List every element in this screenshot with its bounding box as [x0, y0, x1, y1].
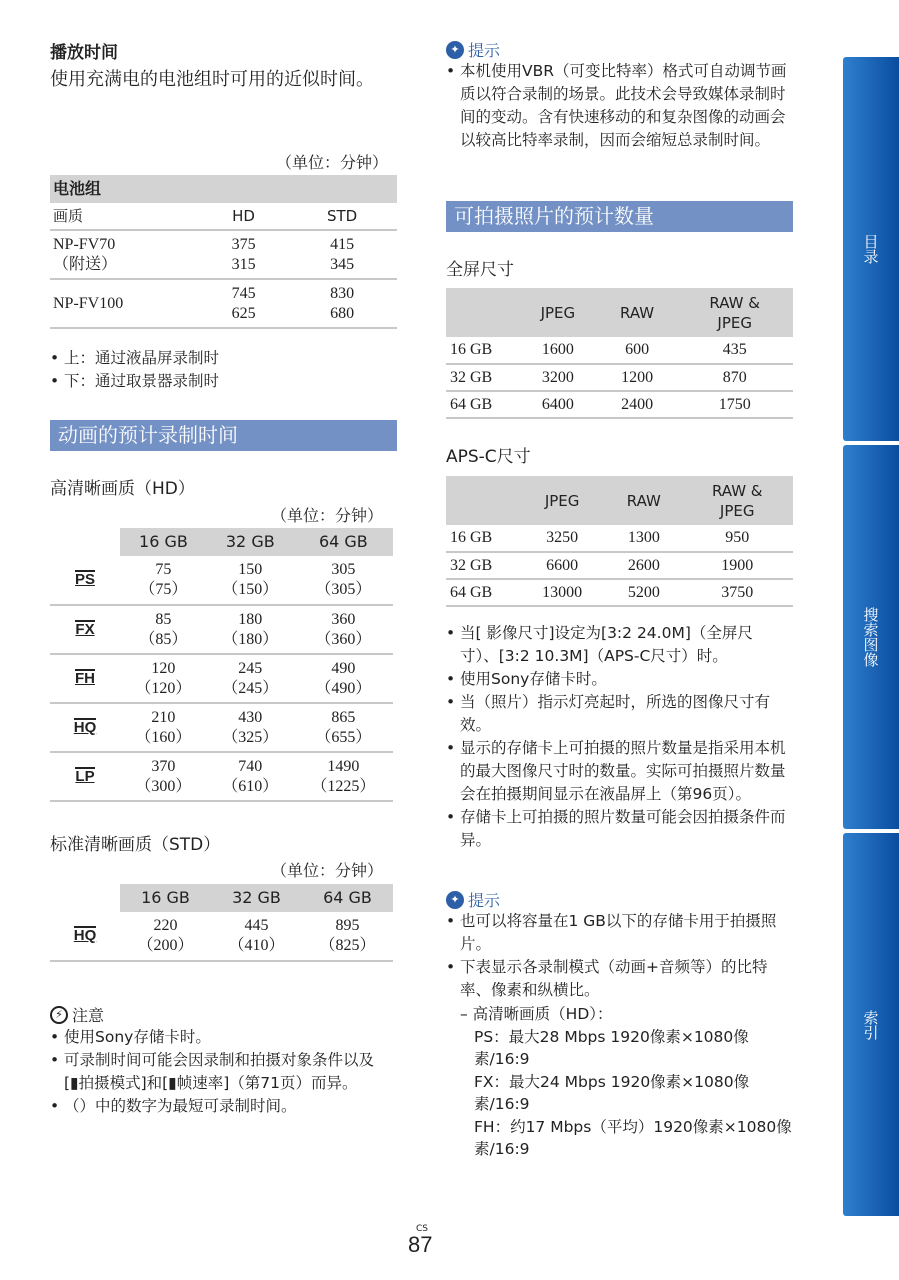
cell: 220 [153, 917, 178, 934]
caution-item: • 使用Sony存储卡时。 [50, 1026, 385, 1049]
tip-list [446, 60, 791, 152]
table-row [50, 279, 397, 328]
battery-name: NP-FV70 [53, 235, 116, 253]
cell: （305） [315, 581, 372, 598]
hd-title: 高清晰画质（HD） [50, 479, 195, 499]
note: • 下：通过取景器录制时 [50, 370, 219, 393]
battery-table [50, 175, 397, 329]
photo-note: • 存储卡上可拍摄的照片数量可能会因拍摄条件而异。 [446, 806, 791, 852]
cell: 360 [331, 610, 356, 628]
cell: （825） [319, 937, 376, 954]
col-header: JPEG [540, 303, 576, 322]
table-row [50, 230, 397, 279]
mode-spec: FH：约17 Mbps（平均）1920像素×1080像素/16:9 [474, 1117, 792, 1158]
cell: 1200 [598, 364, 677, 391]
cell: （300） [135, 777, 192, 795]
cell: 745 [231, 284, 256, 302]
table-row [50, 912, 393, 961]
col-header: 画质 [50, 203, 200, 230]
table-row [446, 525, 793, 552]
mode-icon-lp: LP [75, 767, 95, 785]
cell: （490） [315, 679, 372, 697]
cell: 445 [244, 917, 269, 934]
section-header-photo: 可拍摄照片的预计数量 [446, 201, 793, 232]
cell: （120） [135, 679, 192, 697]
table-row [446, 364, 793, 391]
photo-note: • 当[ 影像尺寸]设定为[3:2 24.0M]（全屏尺寸）、[3:2 10.3M]（APS-C尺寸）时。 [446, 622, 791, 668]
photo-note: • 使用Sony存储卡时。 [446, 668, 791, 691]
cell: 1750 [676, 391, 793, 418]
cell: 950 [681, 525, 793, 552]
col-header: RAW & JPEG [709, 293, 760, 332]
unit-label: （单位：分钟） [270, 863, 383, 880]
cell: 64 GB [323, 888, 372, 907]
tab-search-image[interactable]: 搜索图像 [843, 445, 899, 829]
fullframe-title: 全屏尺寸 [446, 260, 514, 280]
tip-title: 提示 [468, 41, 501, 60]
mode-spec: PS：最大28 Mbps 1920像素×1080像素/16:9 [474, 1027, 749, 1068]
cell: （75） [139, 581, 188, 598]
mode-spec: FX：最大24 Mbps 1920像素×1080像素/16:9 [474, 1072, 750, 1113]
cell: 150 [238, 561, 263, 578]
cell: 680 [330, 304, 355, 322]
cell: 120 [151, 659, 176, 677]
cell: 3250 [518, 525, 606, 552]
cell: 210 [151, 708, 176, 726]
cell: （200） [137, 937, 194, 954]
unit-label: （单位：分钟） [275, 155, 388, 172]
cell: 740 [238, 757, 263, 775]
cell: 305 [331, 561, 356, 578]
battery-notes [50, 347, 219, 393]
cell: （655） [315, 728, 372, 746]
note: • 上：通过液晶屏录制时 [50, 347, 219, 370]
lightbulb-icon: ✦ [446, 891, 464, 909]
cell: （325） [222, 728, 279, 746]
cell: （150） [222, 581, 279, 598]
cell: 370 [151, 757, 176, 775]
col-header: JPEG [544, 491, 580, 510]
cell: 2600 [606, 552, 681, 579]
cell: （360） [315, 630, 372, 648]
photo-note: • 当（照片）指示灯亮起时，所选的图像尺寸有效。 [446, 691, 791, 737]
unit-label: （单位：分钟） [270, 508, 383, 525]
table-row [446, 579, 793, 606]
col-header: RAW & JPEG [711, 481, 763, 520]
cell: 16 GB [139, 532, 188, 551]
cell: 315 [231, 255, 256, 273]
cell: （610） [222, 777, 279, 795]
battery-sub: （附送） [53, 255, 118, 273]
table-row [50, 654, 393, 703]
cell: 32 GB [232, 888, 281, 907]
cell: 490 [331, 659, 356, 677]
cell: 895 [335, 917, 360, 934]
mode-icon-ps: PS [74, 571, 95, 588]
cell: 865 [331, 708, 356, 726]
caution-title: 注意 [72, 1006, 105, 1025]
cell: 870 [676, 364, 793, 391]
cell: （180） [222, 630, 279, 648]
tip-item: • 下表显示各录制模式（动画+音频等）的比特率、像素和纵横比。 [446, 956, 791, 1002]
hd-table [50, 528, 393, 802]
hd-spec-title: – 高清晰画质（HD）： [460, 1005, 613, 1023]
mode-spec-list [460, 1003, 795, 1161]
cell: 415 [330, 235, 355, 253]
table-row [50, 556, 393, 605]
col-header: RAW [620, 303, 655, 322]
page-number: 87 [408, 1232, 433, 1257]
caution-item: • 可录制时间可能会因录制和拍摄对象条件以及[▮拍摄模式]和[▮帧速率]（第71页）而异。 [50, 1049, 385, 1095]
cell: 32 GB [446, 552, 518, 579]
cell: 1300 [606, 525, 681, 552]
cell: 3750 [681, 579, 793, 606]
caution-list [50, 1026, 385, 1118]
cell: 2400 [598, 391, 677, 418]
cell: 13000 [518, 579, 606, 606]
cell: 180 [238, 610, 263, 628]
cell: 64 GB [446, 579, 518, 606]
playback-title: 播放时间 [50, 43, 118, 63]
table-row [50, 605, 393, 654]
cell: （160） [135, 728, 192, 746]
cell: 5200 [606, 579, 681, 606]
tip-list-2 [446, 910, 791, 1002]
col-header: RAW [626, 491, 661, 510]
cell: 32 GB [446, 364, 518, 391]
cell: 32 GB [225, 532, 275, 551]
cell: 435 [676, 337, 793, 364]
cell: 64 GB [318, 532, 368, 551]
tip-item: • 也可以将容量在1 GB以下的存储卡用于拍摄照片。 [446, 910, 791, 956]
caution-heading [50, 1003, 104, 1026]
tip-heading-2 [446, 888, 500, 911]
tab-index[interactable]: 索引 [843, 833, 899, 1216]
cell: 6600 [518, 552, 606, 579]
cell: HD [200, 203, 287, 230]
tip-heading [446, 38, 500, 61]
mode-icon-fh: FH [75, 669, 95, 687]
cell: 1490 [327, 757, 360, 775]
cell: 430 [238, 708, 263, 726]
photo-notes [446, 622, 791, 852]
battery-name: NP-FV100 [53, 294, 124, 312]
tab-contents[interactable]: 目录 [843, 57, 899, 441]
cell: 1900 [681, 552, 793, 579]
cell: （410） [228, 937, 285, 954]
photo-note: • 显示的存储卡上可拍摄的照片数量是指采用本机的最大图像尺寸时的数量。实际可拍摄照片数量会在拍摄期间显示在液晶屏上（第96页）。 [446, 737, 791, 806]
caution-item: • （）中的数字为最短可录制时间。 [50, 1095, 385, 1118]
cell: 600 [598, 337, 677, 364]
cell: 345 [330, 255, 355, 273]
cell: 75 [155, 561, 172, 578]
tip-title: 提示 [468, 891, 501, 910]
cell: 245 [238, 659, 263, 677]
mode-icon-hq: HQ [73, 718, 97, 736]
cell: 830 [330, 284, 355, 302]
cell: 625 [231, 304, 256, 322]
table-row [50, 703, 393, 752]
lightbulb-icon: ✦ [446, 41, 464, 59]
table-row [446, 552, 793, 579]
playback-desc: 使用充满电的电池组时可用的近似时间。 [50, 69, 374, 90]
apsc-title: APS-C尺寸 [446, 447, 531, 467]
cell: （1225） [311, 777, 376, 795]
table-row [446, 391, 793, 418]
cell: 16 GB [446, 525, 518, 552]
cell: 3200 [518, 364, 598, 391]
caution-icon: ⚡ [50, 1006, 68, 1024]
cell: 6400 [518, 391, 598, 418]
cell: 1600 [518, 337, 598, 364]
table-row [50, 752, 393, 801]
cell: 16 GB [446, 337, 518, 364]
battery-header: 电池组 [50, 175, 397, 203]
cell: STD [287, 203, 397, 230]
table-row [446, 337, 793, 364]
apsc-table [446, 476, 793, 607]
std-table [50, 884, 393, 962]
cell: 375 [231, 235, 256, 253]
cell: 64 GB [446, 391, 518, 418]
std-title: 标准清晰画质（STD） [50, 835, 221, 855]
cell: （245） [222, 679, 279, 697]
section-header-movie: 动画的预计录制时间 [50, 420, 397, 451]
cell: 16 GB [141, 888, 190, 907]
tip-item: • 本机使用VBR（可变比特率）格式可自动调节画质以符合录制的场景。此技术会导致媒体录制时间的变动。含有快速移动的和复杂图像的动画会以较高比特率录制，因而会缩短总录制时间。 [446, 60, 791, 152]
mode-icon-fx: FX [75, 620, 95, 638]
mode-icon-hq: HQ [73, 927, 97, 944]
lang-code: CS [416, 1224, 428, 1234]
cell: （85） [139, 630, 188, 648]
cell: 85 [155, 610, 172, 628]
fullframe-table [446, 288, 793, 419]
